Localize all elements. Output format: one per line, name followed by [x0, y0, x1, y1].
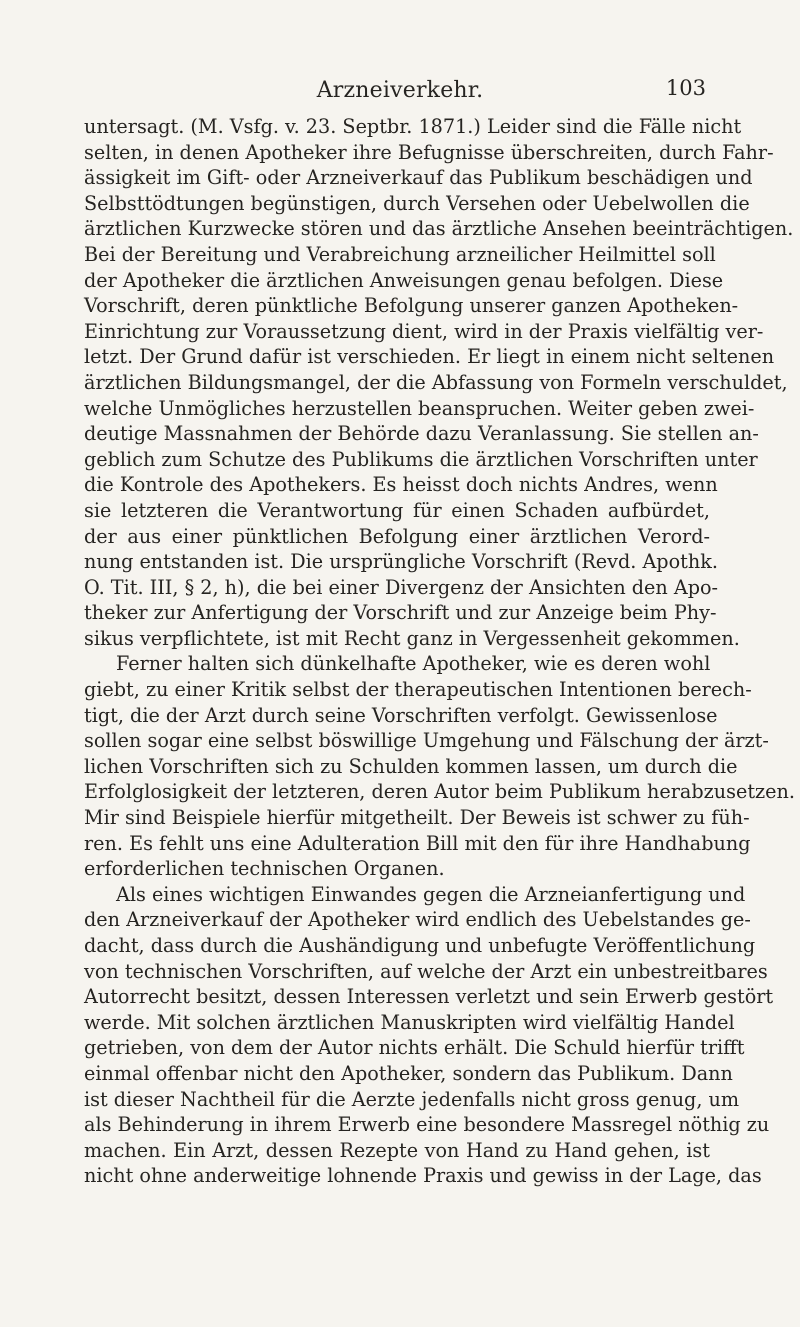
- text-line: nung entstanden ist. Die ursprüngliche Vorschrift (Revd. Apothk.: [84, 550, 718, 574]
- text-line: giebt, zu einer Kritik selbst der therapeutischen Intentionen berech-: [84, 678, 752, 702]
- text-line: Bei der Bereitung und Verabreichung arzneilicher Heilmittel soll: [84, 242, 716, 266]
- text-line: Ferner halten sich dünkelhafte Apotheker, wie es deren wohl: [116, 652, 711, 676]
- text-line: Einrichtung zur Voraussetzung dient, wird in der Praxis vielfältig ver-: [84, 319, 764, 343]
- text-line: sikus verpflichtete, ist mit Recht ganz in Vergessenheit gekommen.: [84, 626, 740, 650]
- text-line: ärztlichen Bildungsmangel, der die Abfassung von Formeln verschuldet,: [84, 370, 788, 394]
- text-line: ren. Es fehlt uns eine Adulteration Bill mit den für ihre Handhabung: [84, 831, 751, 855]
- text-line: ist dieser Nachtheil für die Aerzte jedenfalls nicht gross genug, um: [84, 1087, 740, 1111]
- text-line: ässigkeit im Gift- oder Arzneiverkauf das Publikum beschädigen und: [84, 166, 753, 190]
- text-line: werde. Mit solchen ärztlichen Manuskripten wird vielfältig Handel: [84, 1010, 735, 1034]
- text-line: Selbsttödtungen begünstigen, durch Versehen oder Uebelwollen die: [84, 191, 750, 215]
- text-line: der Apotheker die ärztlichen Anweisungen genau befolgen. Diese: [84, 268, 724, 292]
- text-line: selten, in denen Apotheker ihre Befugnisse überschreiten, durch Fahr-: [84, 140, 774, 164]
- text-line: einmal offenbar nicht den Apotheker, sondern das Publikum. Dann: [84, 1061, 733, 1085]
- text-line: geblich zum Schutze des Publikums die ärztlichen Vorschriften unter: [84, 447, 758, 471]
- text-line: sie letzteren die Verantwortung für einen Schaden aufbürdet,: [84, 498, 710, 522]
- text-line: machen. Ein Arzt, dessen Rezepte von Hand zu Hand gehen, ist: [84, 1138, 710, 1162]
- text-line: theker zur Anfertigung der Vorschrift und zur Anzeige beim Phy-: [84, 601, 717, 625]
- text-line: Vorschrift, deren pünktliche Befolgung unserer ganzen Apotheken-: [84, 294, 739, 318]
- text-line: getrieben, von dem der Autor nichts erhält. Die Schuld hierfür trifft: [84, 1036, 745, 1060]
- text-line: letzt. Der Grund dafür ist verschieden. Er liegt in einem nicht seltenen: [84, 345, 775, 369]
- text-line: deutige Massnahmen der Behörde dazu Veranlassung. Sie stellen an-: [84, 422, 759, 446]
- text-line: ärztlichen Kurzwecke stören und das ärztliche Ansehen beeinträchtigen.: [84, 217, 794, 241]
- body-text: [84, 114, 795, 1189]
- text-line: der aus einer pünktlichen Befolgung einer ärztlichen Verord-: [84, 524, 710, 548]
- text-line: lichen Vorschriften sich zu Schulden kommen lassen, um durch die: [84, 754, 738, 778]
- text-line: nicht ohne anderweitige lohnende Praxis und gewiss in der Lage, das: [84, 1164, 762, 1188]
- text-line: welche Unmögliches herzustellen beanspruchen. Weiter geben zwei-: [84, 396, 755, 420]
- text-line: von technischen Vorschriften, auf welche der Arzt ein unbestreitbares: [84, 959, 768, 983]
- text-line: Als eines wichtigen Einwandes gegen die Arzneianfertigung und: [116, 882, 746, 906]
- page-header: [0, 70, 800, 110]
- text-line: dacht, dass durch die Aushändigung und unbefugte Veröffentlichung: [84, 934, 756, 957]
- text-line: den Arzneiverkauf der Apotheker wird endlich des Uebelstandes ge-: [84, 908, 751, 932]
- running-head: Arzneiverkehr.: [316, 78, 484, 103]
- text-line: als Behinderung in ihrem Erwerb eine besondere Massregel nöthig zu: [84, 1113, 770, 1137]
- text-line: Erfolglosigkeit der letzteren, deren Autor beim Publikum herabzusetzen.: [84, 780, 795, 804]
- text-line: sollen sogar eine selbst böswillige Umgehung und Fälschung der ärzt-: [84, 729, 769, 753]
- text-line: untersagt. (M. Vsfg. v. 23. Septbr. 1871.) Leider sind die Fälle nicht: [84, 115, 742, 138]
- text-line: Mir sind Beispiele hierfür mitgetheilt. Der Beweis ist schwer zu füh-: [84, 806, 750, 830]
- text-line: tigt, die der Arzt durch seine Vorschriften verfolgt. Gewissenlose: [84, 703, 718, 727]
- page-number: 103: [665, 76, 706, 100]
- text-line: die Kontrole des Apothekers. Es heisst doch nichts Andres, wenn: [84, 473, 718, 497]
- text-line: erforderlichen technischen Organen.: [84, 857, 445, 881]
- text-line: Autorrecht besitzt, dessen Interessen verletzt und sein Erwerb gestört: [84, 985, 774, 1009]
- text-line: O. Tit. III, § 2, h), die bei einer Divergenz der Ansichten den Apo-: [84, 575, 719, 599]
